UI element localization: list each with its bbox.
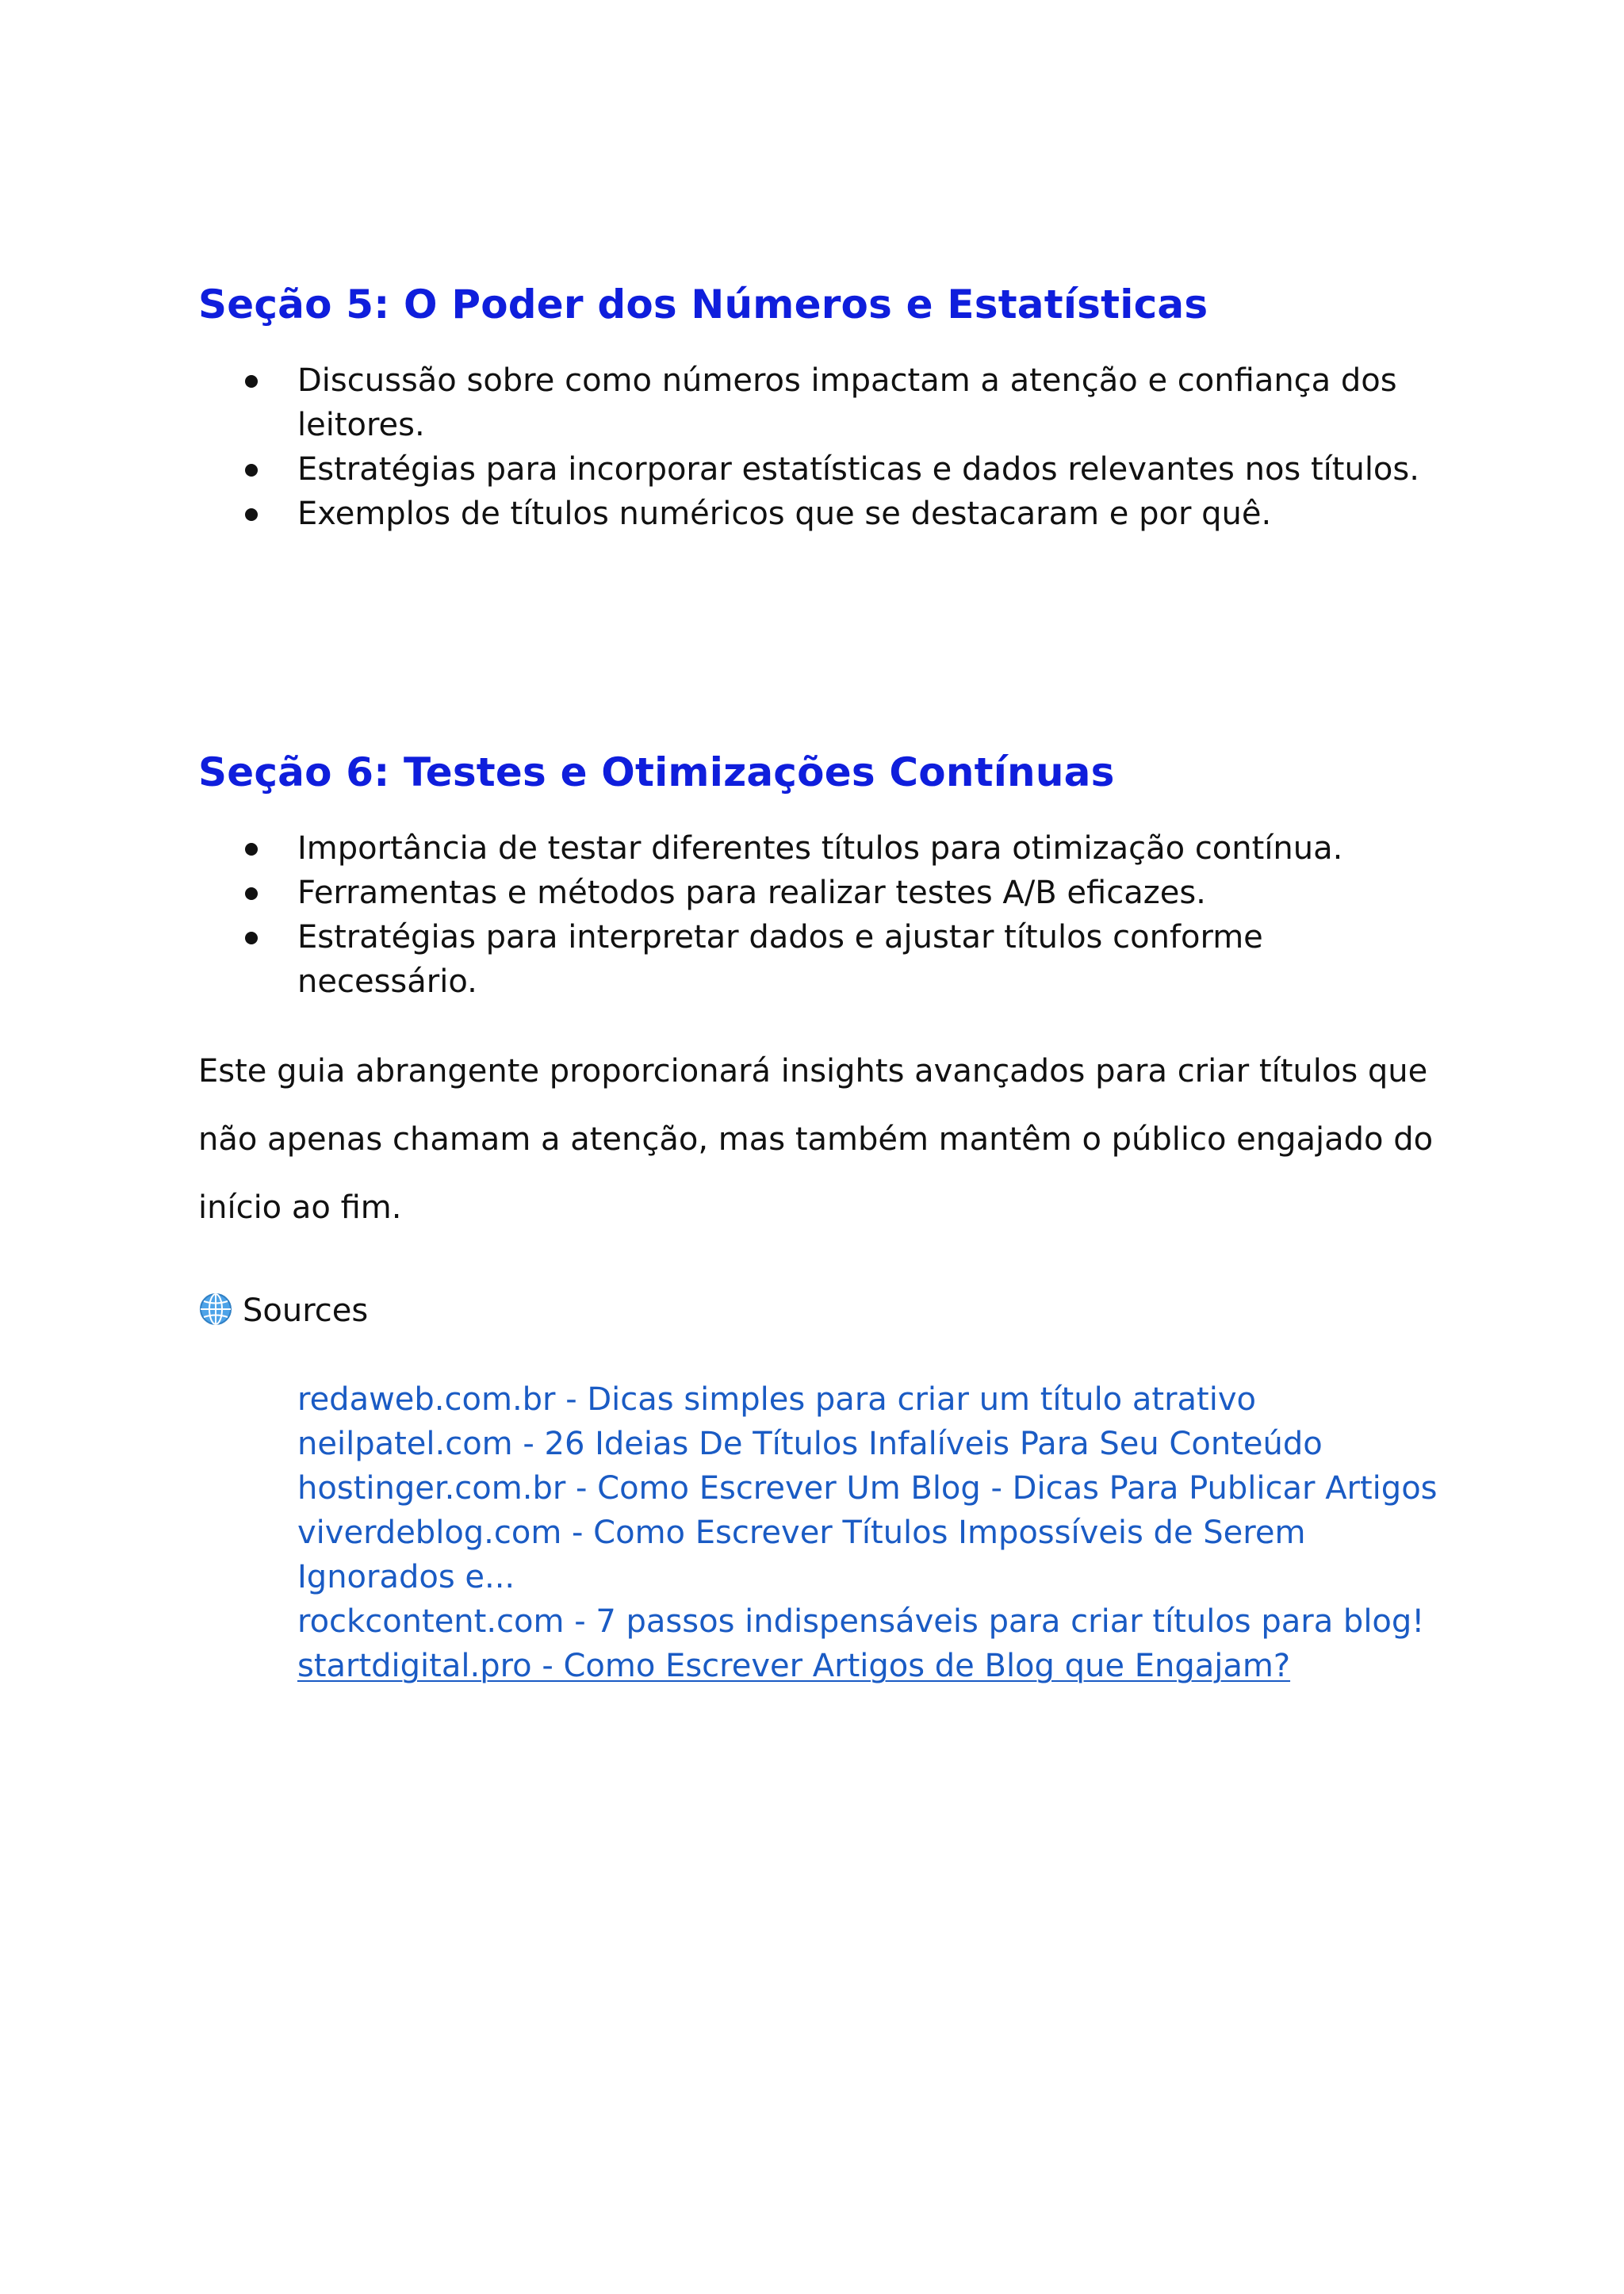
source-item	[297, 1466, 1463, 1511]
section-6-heading: Seção 6: Testes e Otimizações Contínuas	[198, 749, 1115, 795]
list-item	[198, 826, 1435, 871]
sources-list	[297, 1377, 1463, 1688]
section-5-list	[198, 358, 1435, 536]
source-item	[297, 1377, 1463, 1422]
list-item-text: Exemplos de títulos numéricos que se destacaram e por quê.	[297, 496, 1272, 532]
section-5-heading: Seção 5: O Poder dos Números e Estatísticas	[198, 281, 1208, 327]
source-item	[297, 1422, 1463, 1466]
source-link[interactable]: rockcontent.com - 7 passos indispensáveis para criar títulos para blog!	[297, 1603, 1425, 1640]
list-item	[198, 871, 1435, 915]
sources-heading	[198, 1289, 368, 1333]
bullet-icon	[245, 508, 258, 521]
section-6-list	[198, 826, 1435, 1004]
source-item	[297, 1511, 1463, 1599]
list-item-text: Discussão sobre como números impactam a atenção e confiança dos leitores.	[297, 362, 1397, 443]
list-item-text: Ferramentas e métodos para realizar testes A/B eficazes.	[297, 875, 1206, 911]
bullet-icon	[245, 843, 258, 856]
bullet-icon	[245, 887, 258, 900]
sources-label: Sources	[243, 1293, 369, 1329]
list-item-text: Estratégias para interpretar dados e ajustar títulos conforme necessário.	[297, 919, 1263, 1000]
bullet-icon	[245, 932, 258, 944]
globe-icon	[198, 1292, 233, 1327]
source-link[interactable]: viverdeblog.com - Como Escrever Títulos Impossíveis de Serem Ignorados e...	[297, 1515, 1306, 1595]
source-item	[297, 1599, 1463, 1644]
list-item	[198, 447, 1435, 492]
source-link[interactable]: hostinger.com.br - Como Escrever Um Blog - Dicas Para Publicar Artigos	[297, 1470, 1438, 1507]
source-item	[297, 1644, 1463, 1688]
bullet-icon	[245, 375, 258, 388]
bullet-icon	[245, 464, 258, 477]
list-item-text: Importância de testar diferentes títulos para otimização contínua.	[297, 830, 1343, 867]
list-item	[198, 492, 1435, 536]
list-item	[198, 358, 1435, 447]
source-link[interactable]: redaweb.com.br - Dicas simples para criar um título atrativo	[297, 1381, 1256, 1418]
list-item-text: Estratégias para incorporar estatísticas e dados relevantes nos títulos.	[297, 451, 1419, 488]
summary-paragraph: Este guia abrangente proporcionará insights avançados para criar títulos que não apenas chamam a atenção, mas também mantêm o público engajado do início ao fim.	[198, 1053, 1434, 1226]
source-link[interactable]: startdigital.pro - Como Escrever Artigos de Blog que Engajam?	[297, 1648, 1291, 1684]
list-item	[198, 915, 1435, 1004]
source-link[interactable]: neilpatel.com - 26 Ideias De Títulos Infalíveis Para Seu Conteúdo	[297, 1426, 1323, 1462]
